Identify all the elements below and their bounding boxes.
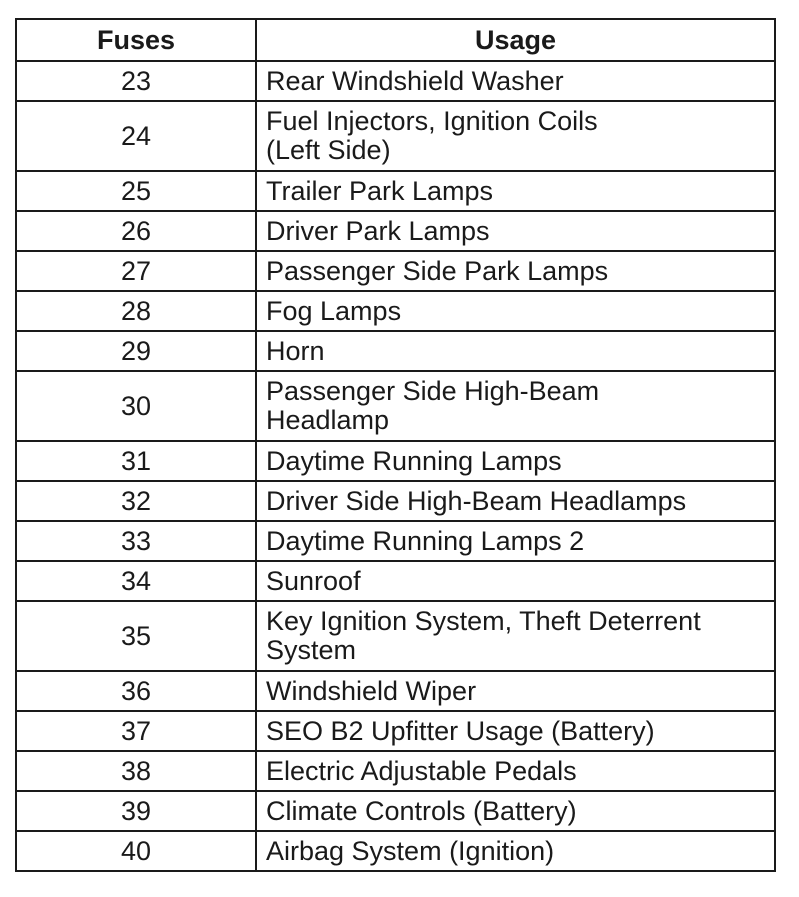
- fuse-number: 30: [16, 371, 256, 441]
- fuse-usage: [256, 251, 775, 291]
- usage-line: Horn: [266, 335, 325, 366]
- table-header-row: [16, 19, 775, 61]
- table-row: [16, 711, 775, 751]
- usage-line: Rear Windshield Washer: [266, 65, 564, 96]
- table-row: [16, 101, 775, 171]
- usage-line: Windshield Wiper: [266, 675, 477, 706]
- table-row: [16, 211, 775, 251]
- table-row: [16, 521, 775, 561]
- fuse-usage: [256, 561, 775, 601]
- fuse-number: 39: [16, 791, 256, 831]
- table-row: [16, 831, 775, 871]
- usage-line: Key Ignition System, Theft Deterrent: [266, 606, 701, 636]
- table-row: [16, 291, 775, 331]
- table-row: [16, 751, 775, 791]
- header-fuses: Fuses: [16, 19, 256, 61]
- fuse-number: 40: [16, 831, 256, 871]
- usage-line: System: [266, 635, 357, 665]
- fuse-number: 34: [16, 561, 256, 601]
- table-row: [16, 791, 775, 831]
- fuse-usage: [256, 331, 775, 371]
- usage-line: Sunroof: [266, 565, 361, 596]
- table-row: [16, 331, 775, 371]
- fuse-usage: [256, 831, 775, 871]
- usage-line: Fuel Injectors, Ignition Coils: [266, 106, 598, 136]
- usage-line: SEO B2 Upfitter Usage (Battery): [266, 715, 655, 746]
- fuse-usage: [256, 751, 775, 791]
- fuse-number: 32: [16, 481, 256, 521]
- usage-line: Driver Side High-Beam Headlamps: [266, 485, 687, 516]
- fuse-number: 33: [16, 521, 256, 561]
- fuse-number: 37: [16, 711, 256, 751]
- fuse-usage: [256, 291, 775, 331]
- fuse-usage: [256, 791, 775, 831]
- usage-line: Fog Lamps: [266, 295, 402, 326]
- table-row: [16, 441, 775, 481]
- fuse-number: 31: [16, 441, 256, 481]
- fuse-usage: [256, 481, 775, 521]
- fuse-usage: [256, 671, 775, 711]
- fuse-usage: [256, 371, 775, 441]
- fuse-usage: [256, 711, 775, 751]
- fuse-number: 35: [16, 601, 256, 671]
- table-row: [16, 481, 775, 521]
- usage-line: Daytime Running Lamps 2: [266, 525, 585, 556]
- fuse-number: 28: [16, 291, 256, 331]
- table-row: [16, 671, 775, 711]
- fuse-usage: [256, 601, 775, 671]
- fuse-usage: [256, 441, 775, 481]
- usage-line: Airbag System (Ignition): [266, 835, 555, 866]
- fuse-number: 26: [16, 211, 256, 251]
- fuse-usage: [256, 211, 775, 251]
- fuse-number: 36: [16, 671, 256, 711]
- fuse-number: 38: [16, 751, 256, 791]
- fuse-number: 29: [16, 331, 256, 371]
- fuse-usage: [256, 521, 775, 561]
- usage-line: Climate Controls (Battery): [266, 795, 577, 826]
- table-row: [16, 601, 775, 671]
- table-row: [16, 371, 775, 441]
- usage-line: Electric Adjustable Pedals: [266, 755, 577, 786]
- fuse-number: 24: [16, 101, 256, 171]
- fuse-usage-table: [15, 18, 776, 872]
- fuse-usage: [256, 101, 775, 171]
- fuse-number: 25: [16, 171, 256, 211]
- usage-line: Daytime Running Lamps: [266, 445, 562, 476]
- usage-line: Driver Park Lamps: [266, 215, 490, 246]
- table-body: [16, 61, 775, 871]
- header-usage: Usage: [256, 19, 775, 61]
- usage-line: Passenger Side High-Beam: [266, 376, 600, 406]
- usage-line: (Left Side): [266, 135, 391, 165]
- usage-line: Trailer Park Lamps: [266, 175, 494, 206]
- fuse-usage: [256, 61, 775, 101]
- usage-line: Passenger Side Park Lamps: [266, 255, 609, 286]
- table-row: [16, 171, 775, 211]
- fuse-usage: [256, 171, 775, 211]
- table-row: [16, 61, 775, 101]
- fuse-number: 23: [16, 61, 256, 101]
- table-row: [16, 251, 775, 291]
- fuse-number: 27: [16, 251, 256, 291]
- table-row: [16, 561, 775, 601]
- usage-line: Headlamp: [266, 405, 390, 435]
